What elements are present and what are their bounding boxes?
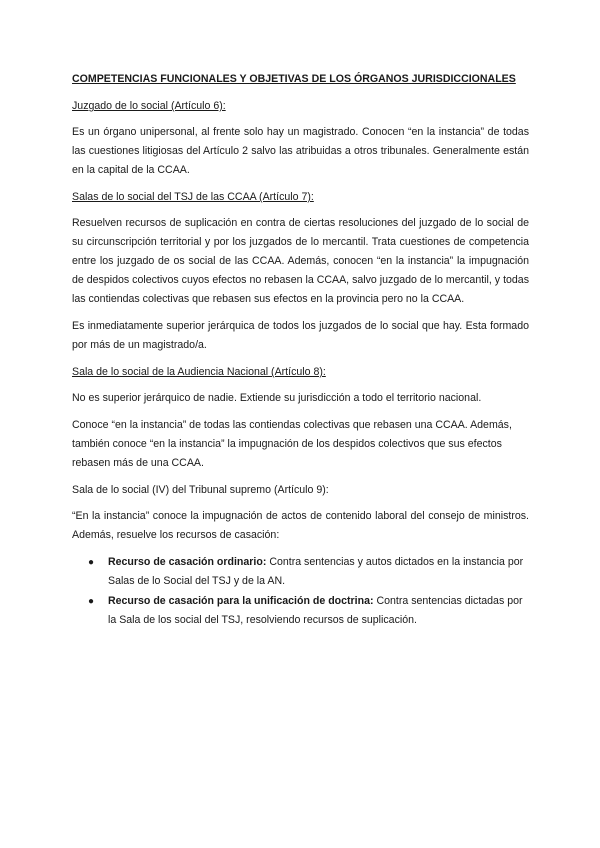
bullet-term: Recurso de casación para la unificación de doctrina: <box>108 595 374 607</box>
paragraph: Conoce “en la instancia” de todas las contiendas colectivas que rebasen una CCAA. Además, también conoce “en la instancia” la impugnación de los despidos colectivos que sus efectos rebasen más de una CCAA. <box>72 419 512 469</box>
section-heading-text: Salas de lo social del TSJ de las CCAA (Artículo 7): <box>72 191 314 203</box>
paragraph: Resuelven recursos de suplicación en contra de ciertas resoluciones del juzgado de lo social de su circunscripción territorial y por los juzgados de lo mercantil. Trata cuestiones de competencia entre los juzgado de os social de las CCAA. Además, conocen “en la instancia” la impugnación de despidos colectivos cuyos efectos no rebasen la CCAA, salvo juzgado de lo mercantil, y todas las contiendas colectivas que rebasen sus efectos en la provincia pero no la CCAA. <box>72 217 529 305</box>
paragraph: Es inmediatamente superior jerárquica de todos los juzgados de lo social que hay. Esta formado por más de un magistrado/a. <box>72 320 529 351</box>
section-heading-tsj <box>72 188 529 207</box>
bullet-icon: ● <box>88 557 95 568</box>
bullet-term: Recurso de casación ordinario: <box>108 556 267 568</box>
bullet-icon: ● <box>88 596 95 607</box>
paragraph: Es un órgano unipersonal, al frente solo hay un magistrado. Conocen “en la instancia” de todas las cuestiones litigiosas del Artículo 2 salvo las atribuidas a otros tribunales. Generalmente están en la capital de la CCAA. <box>72 126 529 176</box>
paragraph: No es superior jerárquico de nadie. Extiende su jurisdicción a todo el territorio nacional. <box>72 392 482 404</box>
paragraph: “En la instancia” conoce la impugnación de actos de contenido laboral del consejo de ministros. Además, resuelve los recursos de casación: <box>72 510 529 541</box>
bullet-text: Contra sentencias y autos dictados en la instancia por Salas de lo Social del TSJ y de la AN. <box>108 556 524 587</box>
document-page <box>72 70 529 631</box>
section-heading-tribunal-supremo <box>72 481 529 500</box>
section-heading-text: Sala de lo social de la Audiencia Nacional (Artículo 8): <box>72 366 326 378</box>
bullet-list <box>72 553 529 630</box>
list-item <box>88 553 529 591</box>
document-title: COMPETENCIAS FUNCIONALES Y OBJETIVAS DE LOS ÓRGANOS JURISDICCIONALES <box>72 73 516 85</box>
section-heading-text: Juzgado de lo social (Artículo 6): <box>72 100 226 112</box>
section-heading-text: Sala de lo social (IV) del Tribunal supremo (Artículo 9): <box>72 484 329 496</box>
bullet-text: Contra sentencias dictadas por la Sala de los social del TSJ, resolviendo recursos de suplicación. <box>108 595 523 626</box>
section-heading-juzgado <box>72 97 529 116</box>
section-heading-audiencia-nacional <box>72 363 529 382</box>
list-item <box>88 592 529 630</box>
